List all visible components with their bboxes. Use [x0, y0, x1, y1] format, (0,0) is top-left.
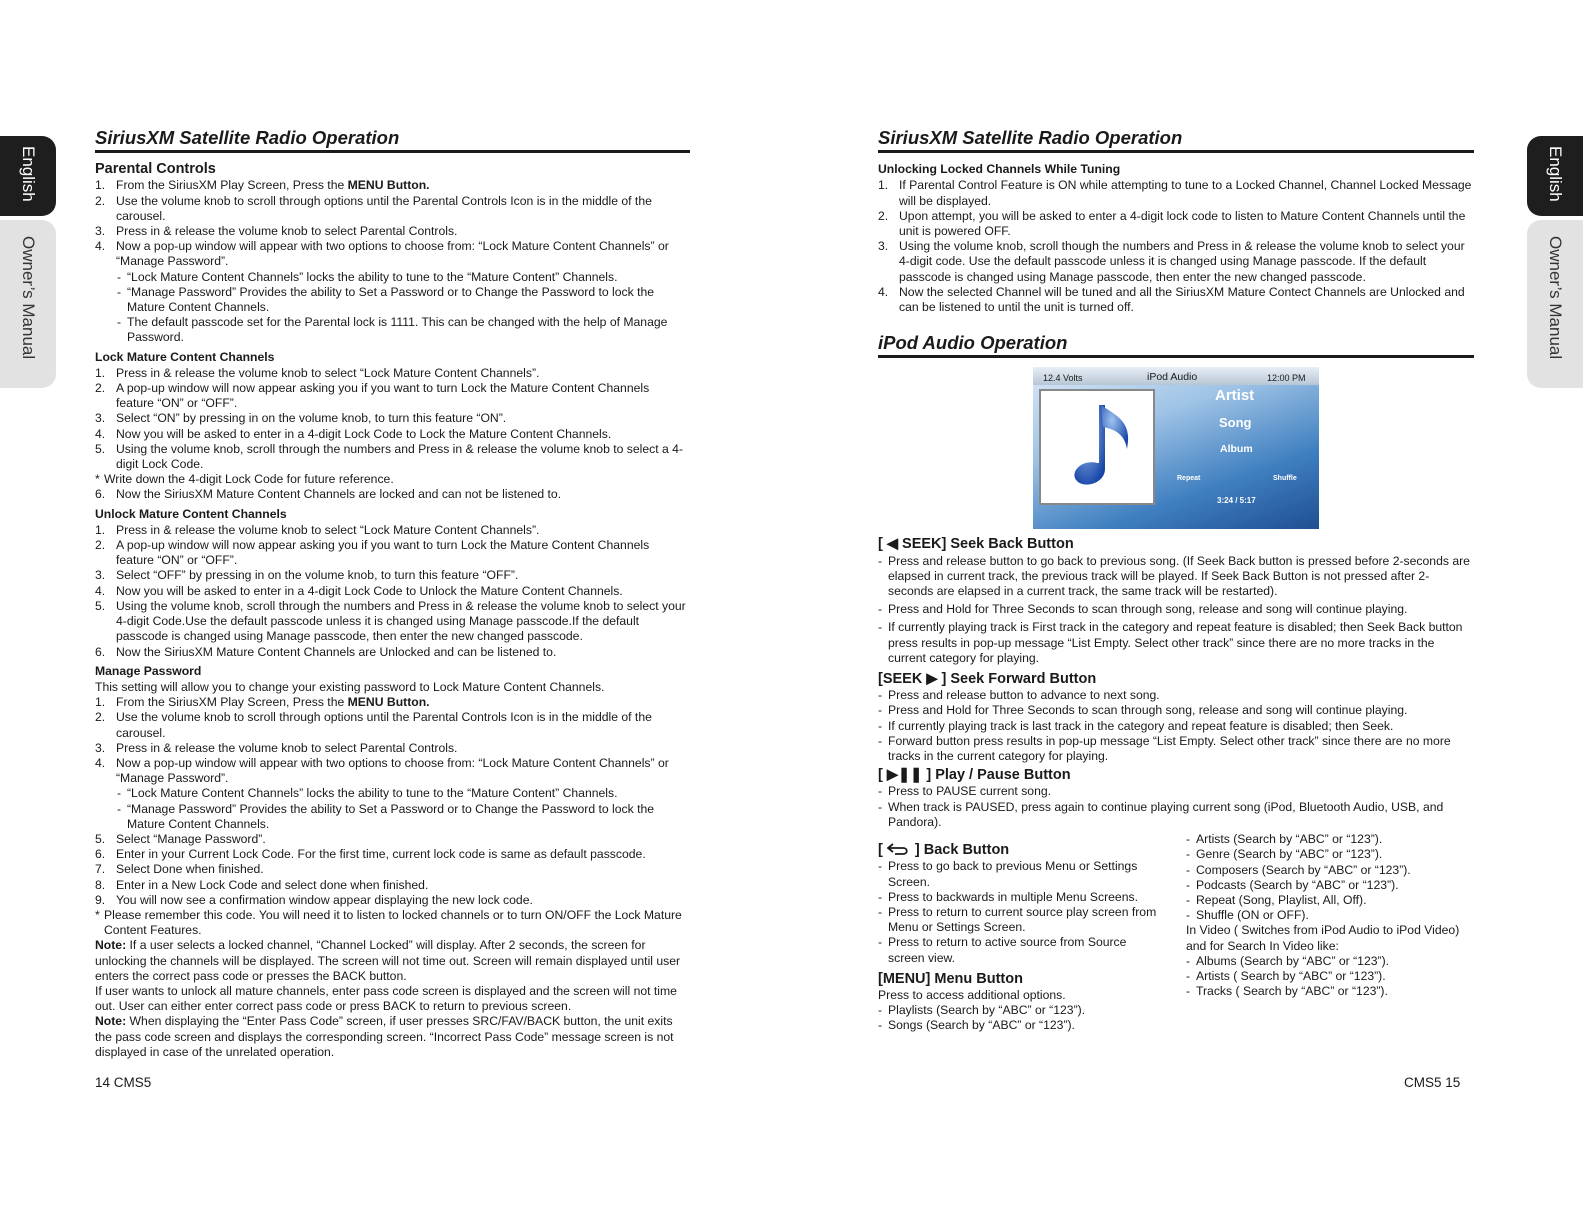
unlock-all-paragraph: If user wants to unlock all mature channels, enter pass code screen is displayed and the screen will not time out. User can either enter correct pass code or press BACK to return to previous screen.	[95, 983, 677, 1014]
list-item: 2. Use the volume knob to scroll through options until the Parental Controls Icon is in the middle of the carousel.	[95, 193, 652, 223]
seek-back-heading: [ ◀ SEEK] Seek Back Button	[878, 536, 1074, 553]
right-side-tab	[1527, 136, 1583, 388]
list-item: 6. Now the SiriusXM Mature Content Channels are Unlocked and can be listened to.	[95, 644, 557, 659]
list-item: - Press and release button to advance to next song.	[878, 688, 1474, 703]
list-item: 1. From the SiriusXM Play Screen, Press the MENU Button.	[95, 178, 430, 193]
ipod-volts: 12.4 Volts	[1043, 373, 1083, 384]
list-item: 5. Using the volume knob, scroll through the numbers and Press in & release the volume knob to select a 4-digit Lock Code.	[95, 441, 684, 472]
ipod-artist: Artist	[1215, 387, 1255, 405]
list-item: - Repeat (Song, Playlist, All, Off).	[1186, 893, 1474, 908]
list-item: - Albums (Search by “ABC” or “123”).	[1186, 954, 1474, 969]
list-item: - “Manage Password” Provides the ability to Set a Password or to Change the Password to lock the Mature Content Channels.	[95, 802, 690, 832]
list-item: 8. Enter in a New Lock Code and select done when finished.	[95, 877, 429, 892]
play-pause-items	[878, 784, 1474, 830]
list-item: - Press to backwards in multiple Menu Screens.	[878, 890, 1160, 905]
list-item: 4. Now a pop-up window will appear with two options to choose from: “Lock Mature Content Channels” or “Manage Password”.	[95, 755, 669, 786]
button-columns	[878, 832, 1474, 1033]
play-pause-icon: ▶❚❚	[886, 767, 923, 784]
list-item: - Artists (Search by “ABC” or “123”).	[1186, 832, 1474, 847]
list-item: 2. A pop-up window will now appear asking you if you want to turn Lock the Mature Content Channels feature “ON” or “OFF”.	[95, 381, 650, 411]
list-item: - “Lock Mature Content Channels” locks the ability to tune to the “Mature Content” Channels.	[95, 270, 690, 285]
list-item: - Songs (Search by “ABC” or “123”).	[878, 1018, 1160, 1033]
video-items	[1186, 954, 1474, 1000]
list-item: - The default passcode set for the Parental lock is 1111. This can be changed with the help of Manage Password.	[95, 315, 690, 345]
list-item: 4. Now the selected Channel will be tuned and all the SiriusXM Mature Contect Channels are Unlocked and can be listened to until the unit is turned off.	[878, 284, 1465, 315]
list-item: 9. You will now see a confirmation window appear displaying the new lock code.	[95, 892, 533, 907]
list-item: - Genre (Search by “ABC” or “123”).	[1186, 847, 1474, 862]
list-item: 1. If Parental Control Feature is ON while attempting to tune to a Locked Channel, Channel Locked Message will be displayed.	[878, 178, 1472, 208]
menu-button-heading: [MENU] Menu Button	[878, 970, 1023, 987]
tab-english-left[interactable]: English	[0, 136, 56, 216]
note-channel-locked: Note: If a user selects a locked channel, “Channel Locked” will display. After 2 seconds, the screen for unlocking the channels will be displayed. The screen will not time out. Screen will remain displayed until user enters the correct pass code or presses the BACK button.	[95, 938, 681, 983]
list-item: - Composers (Search by “ABC” or “123”).	[1186, 863, 1474, 878]
list-item: 6. Enter in your Current Lock Code. For the first time, current lock code is same as default passcode.	[95, 847, 646, 862]
manage-password-subitems	[95, 786, 690, 832]
list-item: - If currently playing track is last track in the category and repeat feature is disabled; then Seek.	[878, 719, 1474, 734]
lock-mature-steps	[95, 366, 690, 472]
list-item: 7. Select Done when finished.	[95, 862, 264, 877]
menu-items	[878, 1003, 1160, 1033]
list-item: 3. Press in & release the volume knob to select Parental Controls.	[95, 224, 458, 239]
list-item: 6. Now the SiriusXM Mature Content Channels are locked and can not be listened to.	[95, 487, 562, 502]
seek-back-items	[878, 554, 1474, 666]
lock-code-note: * Write down the 4-digit Lock Code for future reference.	[95, 472, 690, 487]
play-pause-heading: [ ▶❚❚ ] Play / Pause Button	[878, 767, 1071, 784]
ipod-screen-image	[1033, 367, 1319, 529]
parental-controls-subitems	[95, 270, 690, 346]
parental-controls-heading: Parental Controls	[95, 161, 216, 178]
tab-english-right[interactable]: English	[1527, 136, 1583, 216]
list-item: - Press to PAUSE current song.	[878, 784, 1474, 799]
unlocking-steps	[878, 178, 1474, 315]
ipod-clock: 12:00 PM	[1267, 373, 1306, 384]
list-item: - Press to return to current source play screen from Menu or Settings Screen.	[878, 905, 1160, 935]
list-item: 1. From the SiriusXM Play Screen, Press the MENU Button.	[95, 695, 430, 710]
music-note-icon	[1039, 389, 1155, 505]
list-item: - Press to return to active source from Source screen view.	[878, 935, 1160, 965]
lock-mature-step-6	[95, 487, 690, 502]
manage-password-steps-a	[95, 695, 690, 786]
video-intro: In Video ( Switches from iPod Audio to iPod Video) and for Search In Video like:	[1186, 923, 1460, 953]
list-item: - Press to go back to previous Menu or Settings Screen.	[878, 859, 1160, 889]
list-item: - If currently playing track is First track in the category and repeat feature is disabled; then Seek Back button press results in pop-up message “List Empty. Select other track” since there are no more tracks in the current category for playing.	[878, 620, 1474, 666]
list-item: - Playlists (Search by “ABC” or “123”).	[878, 1003, 1160, 1018]
right-triangle-icon: ▶	[926, 671, 938, 688]
list-item: - Press and Hold for Three Seconds to scan through song, release and song will continue playing.	[878, 703, 1474, 718]
unlock-mature-steps	[95, 523, 690, 660]
menu-items-continued	[1186, 832, 1474, 923]
right-section-title: SiriusXM Satellite Radio Operation	[878, 130, 1474, 153]
list-item: 3. Select “ON” by pressing in on the volume knob, to turn this feature “ON”.	[95, 411, 507, 426]
button-column-left	[878, 832, 1160, 1033]
list-item: 4. Now you will be asked to enter in a 4-digit Lock Code to Lock the Mature Content Channels.	[95, 426, 612, 441]
button-column-right	[1182, 832, 1474, 1033]
list-item: - Forward button press results in pop-up message “List Empty. Select other track” since there are no more tracks in the current category for playing.	[878, 734, 1474, 764]
list-item: 4. Now a pop-up window will appear with two options to choose from: “Lock Mature Content Channels” or “Manage Password”.	[95, 239, 669, 269]
ipod-song: Song	[1219, 415, 1252, 431]
list-item: - Tracks ( Search by “ABC” or “123”).	[1186, 984, 1474, 999]
list-item: - Press and Hold for Three Seconds to scan through song, release and song will continue playing.	[878, 602, 1474, 617]
manage-password-intro: This setting will allow you to change your existing password to Lock Mature Content Channels.	[95, 679, 605, 694]
list-item: 5. Select “Manage Password”.	[95, 831, 266, 846]
back-arrow-icon	[883, 842, 915, 858]
seek-forward-items	[878, 688, 1474, 764]
left-section-title: SiriusXM Satellite Radio Operation	[95, 130, 690, 153]
parental-controls-steps	[95, 178, 690, 269]
left-triangle-icon: ◀	[886, 536, 899, 553]
list-item: - Press and release button to go back to previous song. (If Seek Back button is pressed before 2-seconds are elapsed in current track, the previous track will be played. If Seek Back Button is not pressed after 2-seconds are elapsed in a current track, the same track will be restarted).	[878, 554, 1474, 600]
list-item: 3. Press in & release the volume knob to select Parental Controls.	[95, 740, 458, 755]
list-item: 3. Select “OFF” by pressing in on the volume knob, to turn this feature “OFF”.	[95, 568, 519, 583]
list-item: - When track is PAUSED, press again to continue playing current song (iPod, Bluetooth Audio, USB, and Pandora).	[878, 800, 1474, 830]
ipod-time: 3:24 / 5:17	[1217, 496, 1256, 506]
seek-forward-heading: [SEEK ▶ ] Seek Forward Button	[878, 671, 1097, 688]
tab-owners-manual-left[interactable]: Owner’s Manual	[0, 220, 56, 388]
list-item: - Shuffle (ON or OFF).	[1186, 908, 1474, 923]
ipod-section-title: iPod Audio Operation	[878, 335, 1474, 358]
ipod-album: Album	[1220, 443, 1253, 456]
list-item: 4. Now you will be asked to enter in a 4-digit Lock Code to Unlock the Mature Content Channels.	[95, 583, 623, 598]
menu-intro: Press to access additional options.	[878, 987, 1066, 1002]
tab-owners-manual-right[interactable]: Owner’s Manual	[1527, 220, 1583, 388]
list-item: 2. A pop-up window will now appear asking you if you want to turn Lock the Mature Content Channels feature “ON” or “OFF”.	[95, 538, 650, 568]
left-page	[95, 127, 690, 1060]
ipod-shuffle: Shuffle	[1273, 475, 1297, 483]
list-item: 5. Using the volume knob, scroll through the numbers and Press in & release the volume knob to select your 4-digit Code.Use the default passcode unless it is changed using Manage passcode.If the default passcode is changed using Manage passcode, then enter the new changed passcode.	[95, 598, 686, 644]
ipod-title: iPod Audio	[1147, 371, 1198, 384]
manage-password-steps-b	[95, 832, 690, 908]
list-item: 1. Press in & release the volume knob to select “Lock Mature Content Channels”.	[95, 522, 540, 537]
list-item: - “Lock Mature Content Channels” locks the ability to tune to the “Mature Content” Channels.	[95, 786, 690, 801]
list-item: - “Manage Password” Provides the ability to Set a Password or to Change the Password to lock the Mature Content Channels.	[95, 285, 690, 315]
unlock-mature-heading: Unlock Mature Content Channels	[95, 506, 287, 521]
back-button-items	[878, 859, 1160, 965]
back-button-heading: [ ] Back Button	[878, 842, 1010, 859]
list-item: 2. Upon attempt, you will be asked to enter a 4-digit lock code to listen to Mature Content Channels until the unit is powered OFF.	[878, 208, 1466, 239]
right-page-footer: CMS5 15	[1404, 1075, 1461, 1090]
lock-mature-heading: Lock Mature Content Channels	[95, 349, 275, 364]
left-page-footer: 14 CMS5	[95, 1075, 152, 1090]
manage-password-heading: Manage Password	[95, 663, 202, 678]
list-item: 1. Press in & release the volume knob to select “Lock Mature Content Channels”.	[95, 365, 540, 380]
right-page	[878, 127, 1474, 1034]
ipod-repeat: Repeat	[1177, 475, 1201, 483]
list-item: 2. Use the volume knob to scroll through options until the Parental Controls Icon is in the middle of the carousel.	[95, 710, 652, 740]
remember-code-note: * Please remember this code. You will need it to listen to locked channels or to turn ON/OFF the Lock Mature Content Features.	[95, 908, 690, 938]
list-item: 3. Using the volume knob, scroll though the numbers and Press in & release the volume knob to select your 4-digit code. Use the default passcode unless it is changed using Manage passcode. If the default passcode is changed using Manage passcode, then enter the new changed passcode.	[878, 239, 1465, 284]
unlocking-heading: Unlocking Locked Channels While Tuning	[878, 162, 1121, 177]
ipod-status-bar	[1033, 367, 1319, 385]
list-item: - Artists ( Search by “ABC” or “123”).	[1186, 969, 1474, 984]
left-side-tab	[0, 136, 56, 388]
list-item: - Podcasts (Search by “ABC” or “123”).	[1186, 878, 1474, 893]
note-enter-pass-code: Note: When displaying the “Enter Pass Code” screen, if user presses SRC/FAV/BACK button, the unit exits the pass code screen and displays the corresponding screen. “Incorrect Pass Code” message screen is not displayed in case of the unrelated operation.	[95, 1014, 674, 1059]
